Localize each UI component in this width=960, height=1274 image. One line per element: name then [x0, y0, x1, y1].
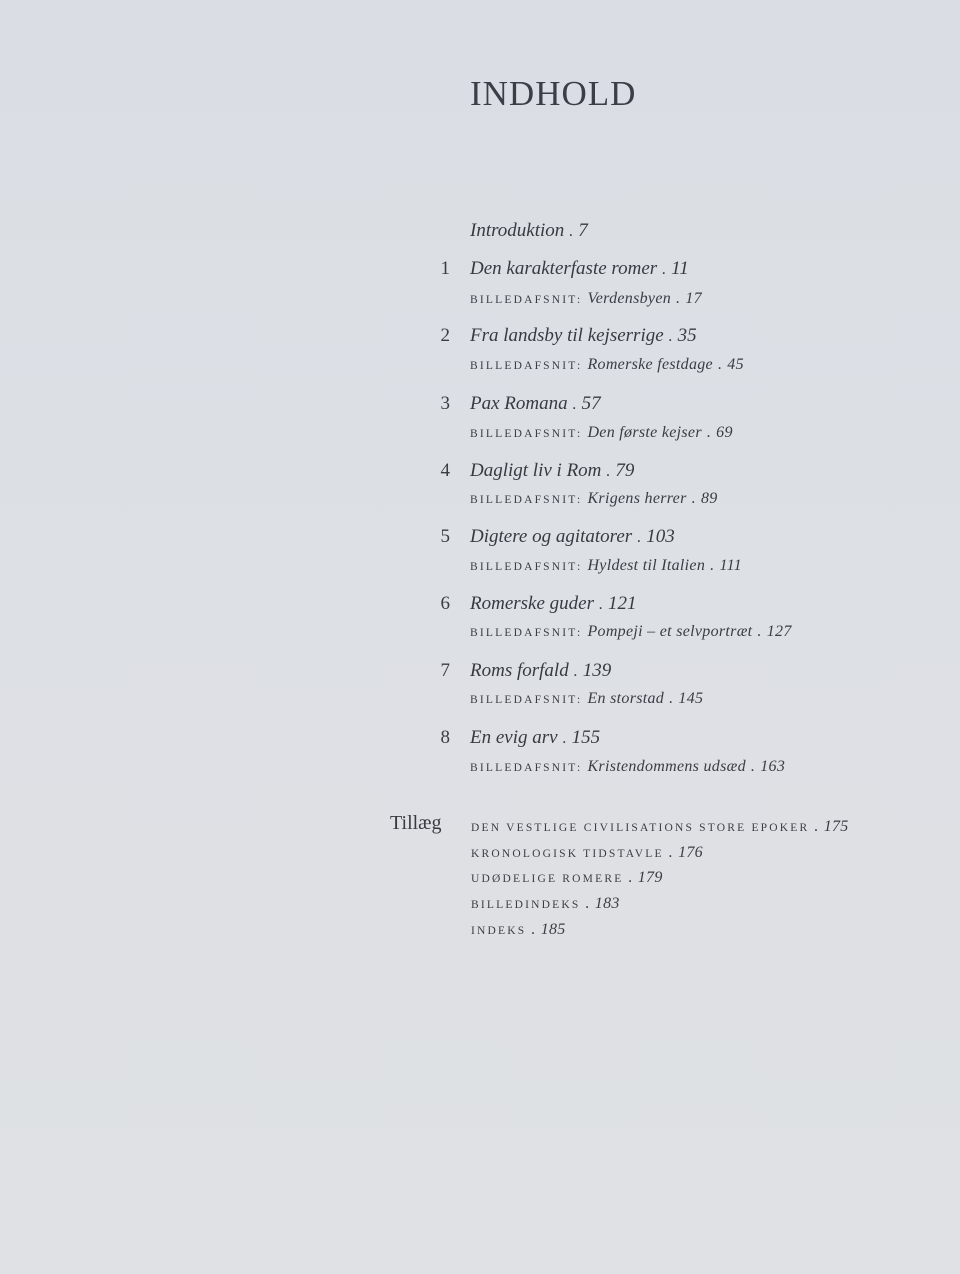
appendix-item-page: 179: [637, 869, 663, 886]
toc-dot: .: [572, 396, 577, 413]
toc-chapter: [470, 258, 689, 280]
toc-dot: .: [606, 463, 611, 480]
toc-chapter: [470, 593, 637, 615]
toc-dot: .: [628, 869, 633, 886]
appendix-item: [471, 842, 703, 862]
toc-chapter: [470, 660, 611, 682]
toc-dot: .: [637, 529, 642, 546]
toc-dot: .: [562, 730, 567, 747]
picture-section-page: 17: [685, 290, 702, 307]
picture-section-title: Romerske festdage: [587, 356, 713, 373]
chapter-number: 7: [440, 660, 450, 681]
appendix-item-title: UDØDELIGE ROMERE: [471, 873, 624, 885]
toc-entry-page: 103: [646, 526, 675, 547]
toc-entry-title: Den karakterfaste romer: [470, 258, 658, 279]
picture-section-title: Verdensbyen: [587, 290, 672, 307]
toc-entry-page: 79: [615, 460, 635, 481]
toc-entry-title: Introduktion: [470, 220, 565, 241]
appendix-item-page: 183: [594, 895, 620, 912]
toc-entry-page: 139: [582, 660, 612, 681]
appendix-item-page: 185: [540, 921, 566, 938]
toc-picture-section: [470, 354, 744, 374]
toc-picture-section: [470, 621, 792, 641]
toc-entry-title: Digtere og agitatorer: [470, 526, 633, 547]
toc-entry-title: Romerske guder: [470, 593, 594, 614]
appendix-item: [471, 919, 566, 939]
toc-dot: .: [706, 424, 712, 441]
picture-section-label: BILLEDAFSNIT:: [470, 694, 583, 706]
appendix-item: [471, 816, 849, 836]
picture-section-label: BILLEDAFSNIT:: [470, 561, 583, 573]
picture-section-title: En storstad: [587, 690, 665, 707]
appendix-item-title: BILLEDINDEKS: [471, 899, 581, 911]
toc-chapter: [470, 393, 601, 415]
toc-chapter: [470, 727, 600, 749]
chapter-number: 8: [440, 727, 450, 748]
toc-dot: .: [710, 557, 715, 574]
appendix-label: Tillæg: [390, 812, 442, 834]
chapter-number: 1: [440, 258, 450, 279]
picture-section-page: 45: [727, 356, 744, 373]
toc-entry-page: 7: [578, 220, 588, 241]
chapter-number: 2: [440, 325, 450, 346]
toc-dot: .: [569, 223, 574, 240]
toc-picture-section: [470, 555, 742, 575]
toc-dot: .: [662, 261, 667, 278]
toc-entry-title: Dagligt liv i Rom: [470, 460, 602, 481]
toc-dot: .: [668, 328, 673, 345]
appendix-item: [471, 867, 663, 887]
picture-section-page: 163: [760, 758, 786, 775]
toc-picture-section: [470, 488, 718, 508]
toc-picture-section: [470, 288, 702, 308]
chapter-number: 4: [440, 460, 450, 481]
toc-dot: .: [669, 690, 674, 707]
toc-dot: .: [757, 623, 762, 640]
toc-introduction: [470, 220, 588, 242]
toc-dot: .: [691, 490, 696, 507]
toc-dot: .: [814, 818, 819, 835]
appendix-item-title: INDEKS: [471, 925, 527, 937]
toc-entry-page: 11: [671, 258, 689, 279]
picture-section-title: Den første kejser: [587, 424, 702, 441]
toc-dot: .: [531, 921, 536, 938]
picture-section-label: BILLEDAFSNIT:: [470, 428, 583, 440]
picture-section-title: Pompeji – et selvportræt: [587, 623, 753, 640]
toc-dot: .: [717, 356, 723, 373]
picture-section-page: 127: [766, 623, 792, 640]
picture-section-label: BILLEDAFSNIT:: [470, 494, 583, 506]
appendix-item-title: KRONOLOGISK TIDSTAVLE: [471, 848, 664, 860]
toc-entry-page: 35: [677, 325, 697, 346]
toc-entry-title: En evig arv: [470, 727, 558, 748]
page-title: INDHOLD: [470, 74, 637, 113]
picture-section-page: 69: [716, 424, 733, 441]
picture-section-label: BILLEDAFSNIT:: [470, 627, 583, 639]
appendix-item-page: 176: [678, 844, 703, 861]
toc-picture-section: [470, 422, 733, 442]
toc-chapter: [470, 526, 675, 548]
toc-dot: .: [599, 596, 603, 613]
appendix-item-title: DEN VESTLIGE CIVILISATIONS STORE EPOKER: [471, 822, 810, 834]
toc-entry-page: 57: [581, 393, 601, 414]
chapter-number: 5: [440, 526, 450, 547]
toc-entry-title: Roms forfald: [470, 660, 569, 681]
toc-picture-section: [470, 688, 703, 708]
chapter-number: 3: [440, 393, 450, 414]
toc-chapter: [470, 325, 697, 347]
toc-dot: .: [585, 895, 590, 912]
toc-chapter: [470, 460, 634, 482]
toc-entry-page: 121: [608, 593, 637, 614]
toc-dot: .: [676, 290, 681, 307]
toc-picture-section: [470, 756, 785, 776]
picture-section-label: BILLEDAFSNIT:: [470, 294, 583, 306]
appendix-item: [471, 893, 620, 913]
toc-entry-page: 155: [571, 727, 601, 748]
toc-entry-title: Fra landsby til kejserrige: [470, 325, 664, 346]
picture-section-title: Krigens herrer: [587, 490, 687, 507]
toc-dot: .: [573, 663, 578, 680]
picture-section-page: 89: [700, 490, 718, 507]
chapter-number: 6: [440, 593, 450, 614]
toc-dot: .: [668, 844, 674, 861]
toc-dot: .: [750, 758, 756, 775]
picture-section-page: 145: [678, 690, 704, 707]
picture-section-page: 111: [719, 557, 742, 574]
appendix-item-page: 175: [823, 818, 849, 835]
picture-section-title: Kristendommens udsæd: [587, 758, 746, 775]
picture-section-label: BILLEDAFSNIT:: [470, 762, 583, 774]
picture-section-title: Hyldest til Italien: [587, 557, 706, 574]
toc-entry-title: Pax Romana: [470, 393, 568, 414]
picture-section-label: BILLEDAFSNIT:: [470, 360, 583, 372]
